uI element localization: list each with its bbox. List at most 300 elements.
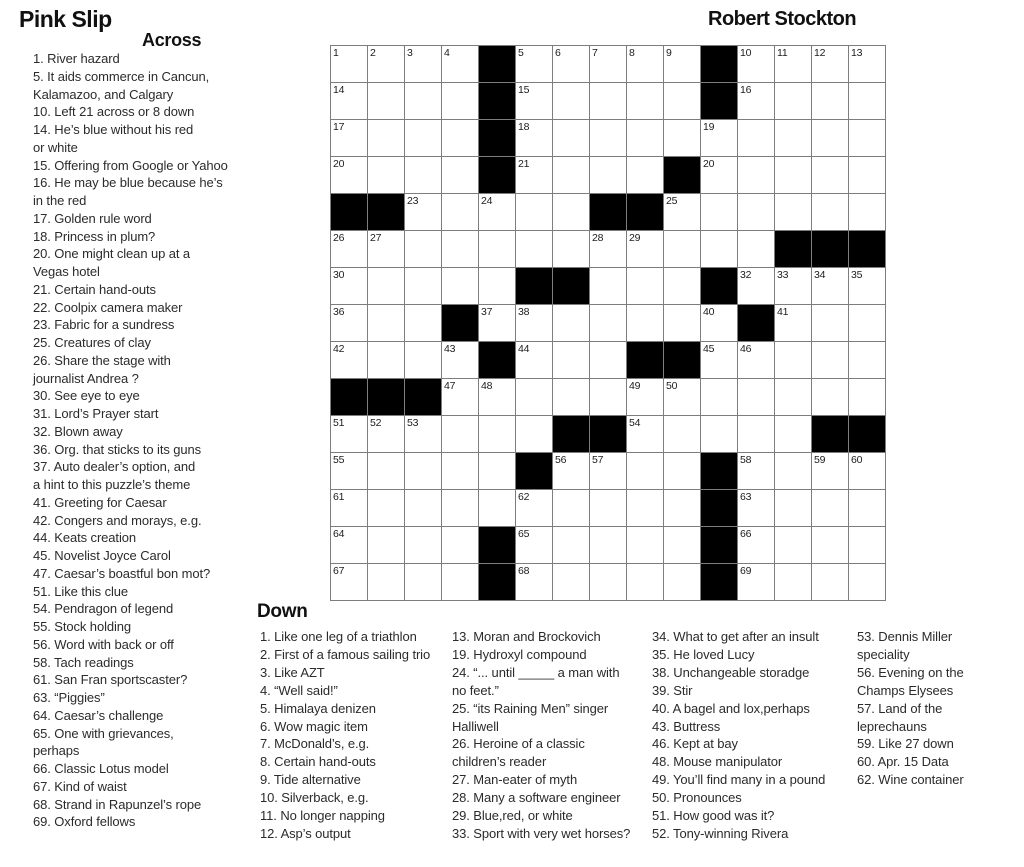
- grid-cell[interactable]: [775, 83, 812, 120]
- grid-cell[interactable]: [664, 46, 701, 83]
- grid-cell[interactable]: [405, 564, 442, 601]
- grid-cell[interactable]: [701, 379, 738, 416]
- grid-cell[interactable]: [664, 416, 701, 453]
- clue-line: in the red: [33, 193, 87, 208]
- grid-cell[interactable]: [738, 416, 775, 453]
- grid-cell[interactable]: [738, 490, 775, 527]
- grid-cell[interactable]: [849, 379, 886, 416]
- grid-cell[interactable]: [368, 268, 405, 305]
- grid-cell[interactable]: [516, 46, 553, 83]
- grid-black-cell: [553, 416, 590, 453]
- grid-cell[interactable]: [331, 83, 368, 120]
- clue-line: 62. Wine container: [857, 772, 964, 788]
- grid-cell[interactable]: [516, 490, 553, 527]
- grid-cell[interactable]: [405, 453, 442, 490]
- grid-cell[interactable]: [775, 268, 812, 305]
- grid-black-cell: [701, 83, 738, 120]
- grid-cell[interactable]: [738, 83, 775, 120]
- grid-cell[interactable]: [738, 527, 775, 564]
- cell-number: 40: [703, 306, 715, 318]
- clue-line: 28. Many a software engineer: [452, 790, 621, 806]
- clue-line: 59. Like 27 down: [857, 736, 954, 752]
- grid-cell[interactable]: [368, 83, 405, 120]
- grid-cell[interactable]: [331, 268, 368, 305]
- grid-cell[interactable]: [368, 564, 405, 601]
- grid-cell[interactable]: [516, 231, 553, 268]
- clue-line: 10. Silverback, e.g.: [260, 790, 369, 806]
- cell-number: 32: [740, 269, 752, 281]
- cell-number: 8: [629, 47, 635, 59]
- grid-cell[interactable]: [442, 120, 479, 157]
- grid-cell[interactable]: [701, 305, 738, 342]
- grid-cell[interactable]: [590, 564, 627, 601]
- grid-cell[interactable]: [331, 46, 368, 83]
- grid-cell[interactable]: [442, 453, 479, 490]
- grid-cell[interactable]: [664, 231, 701, 268]
- grid-cell[interactable]: [368, 305, 405, 342]
- grid-cell[interactable]: [849, 46, 886, 83]
- grid-cell[interactable]: [516, 527, 553, 564]
- grid-cell[interactable]: [812, 157, 849, 194]
- grid-cell[interactable]: [849, 527, 886, 564]
- grid-cell[interactable]: [442, 46, 479, 83]
- clue-line: 29. Blue,red, or white: [452, 808, 573, 824]
- grid-cell[interactable]: [775, 527, 812, 564]
- cell-number: 7: [592, 47, 598, 59]
- grid-cell[interactable]: [368, 46, 405, 83]
- grid-cell[interactable]: [442, 157, 479, 194]
- grid-cell[interactable]: [701, 157, 738, 194]
- grid-cell[interactable]: [775, 342, 812, 379]
- grid-cell[interactable]: [664, 120, 701, 157]
- cell-number: 28: [592, 232, 604, 244]
- grid-cell[interactable]: [553, 379, 590, 416]
- clue-line: perhaps: [33, 743, 80, 759]
- grid-cell[interactable]: [738, 342, 775, 379]
- grid-cell[interactable]: [664, 305, 701, 342]
- grid-black-cell: [701, 490, 738, 527]
- grid-cell[interactable]: [664, 453, 701, 490]
- grid-black-cell: [368, 194, 405, 231]
- grid-cell[interactable]: [405, 268, 442, 305]
- grid-cell[interactable]: [664, 268, 701, 305]
- grid-cell[interactable]: [368, 231, 405, 268]
- cell-number: 4: [444, 47, 450, 59]
- grid-black-cell: [442, 305, 479, 342]
- grid-cell[interactable]: [516, 120, 553, 157]
- cell-number: 15: [518, 84, 530, 96]
- grid-cell[interactable]: [590, 305, 627, 342]
- clue-line: 55. Stock holding: [33, 619, 132, 634]
- grid-black-cell: [479, 46, 516, 83]
- grid-cell[interactable]: [479, 305, 516, 342]
- cell-number: 38: [518, 306, 530, 318]
- grid-cell[interactable]: [553, 46, 590, 83]
- clue-line: 25. Creatures of clay: [33, 335, 151, 350]
- grid-cell[interactable]: [553, 231, 590, 268]
- cell-number: 3: [407, 47, 413, 59]
- grid-cell[interactable]: [849, 157, 886, 194]
- cell-number: 51: [333, 417, 345, 429]
- grid-cell[interactable]: [553, 120, 590, 157]
- cell-number: 53: [407, 417, 419, 429]
- clue-line: 40. A bagel and lox,perhaps: [652, 700, 810, 716]
- clue-line: 68. Strand in Rapunzel’s rope: [33, 796, 202, 812]
- clue-line: 49. You’ll find many in a pound: [652, 772, 826, 788]
- grid-cell[interactable]: [812, 305, 849, 342]
- grid-black-cell: [812, 231, 849, 268]
- cell-number: 35: [851, 269, 863, 281]
- grid-black-cell: [590, 416, 627, 453]
- clue-line: Champs Elysees: [857, 682, 954, 698]
- grid-black-cell: [701, 268, 738, 305]
- clue-line: 10. Left 21 across or 8 down: [33, 104, 195, 120]
- cell-number: 34: [814, 269, 826, 281]
- grid-cell[interactable]: [738, 268, 775, 305]
- clue-line: 5. It aids commerce in Cancun,: [33, 68, 210, 84]
- clue-line: speciality: [857, 646, 910, 662]
- cell-number: 13: [851, 47, 863, 59]
- clue-line: 2. First of a famous sailing trio: [260, 646, 431, 662]
- grid-cell[interactable]: [442, 83, 479, 120]
- grid-cell[interactable]: [775, 490, 812, 527]
- grid-cell[interactable]: [812, 342, 849, 379]
- clue-line: children’s reader: [452, 754, 547, 770]
- clue-line: 56. Word with back or off: [33, 636, 174, 652]
- grid-cell[interactable]: [627, 120, 664, 157]
- grid-cell[interactable]: [442, 342, 479, 379]
- cell-number: 20: [703, 158, 715, 170]
- grid-cell[interactable]: [405, 305, 442, 342]
- cell-number: 11: [777, 47, 788, 59]
- clue-line: 12. Asp’s output: [260, 825, 351, 841]
- grid-cell[interactable]: [405, 157, 442, 194]
- grid-cell[interactable]: [812, 490, 849, 527]
- cell-number: 54: [629, 417, 641, 429]
- clue-line: journalist Andrea ?: [33, 370, 139, 386]
- grid-cell[interactable]: [479, 490, 516, 527]
- grid-cell[interactable]: [479, 416, 516, 453]
- grid-cell[interactable]: [775, 46, 812, 83]
- clue-line: 13. Moran and Brockovich: [452, 629, 601, 644]
- grid-cell[interactable]: [627, 305, 664, 342]
- grid-cell[interactable]: [331, 416, 368, 453]
- cell-number: 18: [518, 121, 530, 133]
- grid-cell[interactable]: [368, 527, 405, 564]
- grid-cell[interactable]: [405, 83, 442, 120]
- cell-number: 14: [333, 84, 345, 96]
- grid-cell[interactable]: [775, 453, 812, 490]
- grid-cell[interactable]: [331, 305, 368, 342]
- grid-cell[interactable]: [368, 490, 405, 527]
- grid-cell[interactable]: [479, 194, 516, 231]
- grid-cell[interactable]: [442, 564, 479, 601]
- cell-number: 24: [481, 195, 493, 207]
- grid-cell[interactable]: [405, 231, 442, 268]
- grid-cell[interactable]: [516, 564, 553, 601]
- grid-cell[interactable]: [812, 83, 849, 120]
- grid-cell[interactable]: [738, 194, 775, 231]
- grid-cell[interactable]: [627, 46, 664, 83]
- grid-cell[interactable]: [775, 416, 812, 453]
- grid-cell[interactable]: [627, 527, 664, 564]
- grid-cell[interactable]: [664, 379, 701, 416]
- grid-cell[interactable]: [812, 527, 849, 564]
- grid-cell[interactable]: [331, 564, 368, 601]
- grid-cell[interactable]: [553, 305, 590, 342]
- grid-cell[interactable]: [553, 453, 590, 490]
- grid-cell[interactable]: [331, 342, 368, 379]
- across-clue-list: [33, 50, 228, 831]
- clue-line: 66. Classic Lotus model: [33, 761, 169, 776]
- clue-line: a hint to this puzzle’s theme: [33, 477, 191, 492]
- grid-cell[interactable]: [849, 120, 886, 157]
- grid-cell[interactable]: [775, 305, 812, 342]
- grid-cell[interactable]: [664, 194, 701, 231]
- grid-cell[interactable]: [553, 342, 590, 379]
- clue-line: 41. Greeting for Caesar: [33, 494, 167, 510]
- grid-cell[interactable]: [701, 416, 738, 453]
- grid-cell[interactable]: [479, 453, 516, 490]
- grid-cell[interactable]: [405, 342, 442, 379]
- grid-cell[interactable]: [479, 379, 516, 416]
- clue-line: Kalamazoo, and Calgary: [33, 86, 174, 102]
- grid-cell[interactable]: [331, 453, 368, 490]
- grid-black-cell: [664, 157, 701, 194]
- grid-cell[interactable]: [849, 453, 886, 490]
- clue-line: 19. Hydroxyl compound: [452, 646, 587, 662]
- grid-black-cell: [479, 157, 516, 194]
- clue-line: 22. Coolpix camera maker: [33, 299, 183, 315]
- grid-cell[interactable]: [405, 194, 442, 231]
- clue-line: 51. Like this clue: [33, 583, 129, 599]
- grid-black-cell: [479, 527, 516, 564]
- clue-line: 43. Buttress: [652, 718, 721, 734]
- grid-cell[interactable]: [590, 120, 627, 157]
- grid-cell[interactable]: [627, 157, 664, 194]
- clue-line: 26. Heroine of a classic: [452, 736, 585, 752]
- grid-cell[interactable]: [738, 157, 775, 194]
- grid-cell[interactable]: [590, 379, 627, 416]
- grid-black-cell: [701, 564, 738, 601]
- grid-cell[interactable]: [738, 231, 775, 268]
- grid-black-cell: [590, 194, 627, 231]
- grid-cell[interactable]: [405, 416, 442, 453]
- grid-cell[interactable]: [775, 120, 812, 157]
- grid-cell[interactable]: [738, 120, 775, 157]
- grid-cell[interactable]: [442, 194, 479, 231]
- clue-line: 47. Caesar’s boastful bon mot?: [33, 565, 211, 581]
- grid-black-cell: [775, 231, 812, 268]
- grid-cell[interactable]: [664, 490, 701, 527]
- grid-cell[interactable]: [627, 453, 664, 490]
- grid-cell[interactable]: [516, 157, 553, 194]
- grid-cell[interactable]: [627, 490, 664, 527]
- cell-number: 41: [777, 306, 789, 318]
- grid-cell[interactable]: [479, 268, 516, 305]
- grid-cell[interactable]: [738, 46, 775, 83]
- grid-cell[interactable]: [553, 194, 590, 231]
- cell-number: 26: [333, 232, 345, 244]
- cell-number: 17: [333, 121, 345, 133]
- grid-cell[interactable]: [368, 453, 405, 490]
- grid-cell[interactable]: [664, 83, 701, 120]
- grid-cell[interactable]: [849, 268, 886, 305]
- clue-line: 26. Share the stage with: [33, 352, 171, 368]
- grid-cell[interactable]: [405, 527, 442, 564]
- grid-black-cell: [701, 46, 738, 83]
- grid-black-cell: [516, 453, 553, 490]
- grid-cell[interactable]: [590, 231, 627, 268]
- clue-line: 33. Sport with very wet horses?: [452, 825, 631, 841]
- grid-cell[interactable]: [738, 453, 775, 490]
- grid-cell[interactable]: [590, 490, 627, 527]
- clue-line: 35. He loved Lucy: [652, 646, 755, 662]
- grid-cell[interactable]: [516, 416, 553, 453]
- grid-cell[interactable]: [590, 453, 627, 490]
- grid-cell[interactable]: [627, 268, 664, 305]
- puzzle-title: Pink Slip: [19, 6, 112, 32]
- grid-cell[interactable]: [368, 342, 405, 379]
- cell-number: 23: [407, 195, 419, 207]
- cell-number: 66: [740, 528, 752, 540]
- grid-cell[interactable]: [516, 83, 553, 120]
- grid-cell[interactable]: [553, 564, 590, 601]
- grid-cell[interactable]: [331, 231, 368, 268]
- grid-cell[interactable]: [627, 379, 664, 416]
- cell-number: 37: [481, 306, 493, 318]
- grid-cell[interactable]: [849, 490, 886, 527]
- grid-cell[interactable]: [516, 379, 553, 416]
- grid-cell[interactable]: [701, 342, 738, 379]
- cell-number: 68: [518, 565, 530, 577]
- grid-cell[interactable]: [442, 231, 479, 268]
- grid-cell[interactable]: [664, 527, 701, 564]
- cell-number: 58: [740, 454, 752, 466]
- grid-cell[interactable]: [849, 194, 886, 231]
- grid-cell[interactable]: [442, 268, 479, 305]
- clue-line: Halliwell: [452, 718, 499, 734]
- grid-cell[interactable]: [590, 342, 627, 379]
- grid-black-cell: [479, 564, 516, 601]
- grid-cell[interactable]: [553, 527, 590, 564]
- grid-cell[interactable]: [331, 157, 368, 194]
- grid-cell[interactable]: [775, 194, 812, 231]
- grid-cell[interactable]: [775, 157, 812, 194]
- cell-number: 69: [740, 565, 752, 577]
- grid-cell[interactable]: [516, 305, 553, 342]
- grid-cell[interactable]: [812, 46, 849, 83]
- grid-cell[interactable]: [627, 83, 664, 120]
- grid-cell[interactable]: [627, 416, 664, 453]
- clue-line: 48. Mouse manipulator: [652, 754, 783, 770]
- grid-cell[interactable]: [701, 120, 738, 157]
- cell-number: 61: [333, 491, 345, 503]
- clue-line: 6. Wow magic item: [260, 718, 368, 734]
- grid-cell[interactable]: [368, 120, 405, 157]
- grid-cell[interactable]: [590, 157, 627, 194]
- grid-black-cell: [479, 83, 516, 120]
- clue-line: 64. Caesar’s challenge: [33, 707, 164, 723]
- grid-cell[interactable]: [812, 268, 849, 305]
- grid-cell[interactable]: [812, 453, 849, 490]
- grid-cell[interactable]: [479, 231, 516, 268]
- grid-cell[interactable]: [812, 194, 849, 231]
- cell-number: 12: [814, 47, 826, 59]
- cell-number: 19: [703, 121, 715, 133]
- grid-cell[interactable]: [405, 490, 442, 527]
- clue-line: 20. One might clean up at a: [33, 246, 191, 262]
- grid-cell[interactable]: [812, 564, 849, 601]
- grid-cell[interactable]: [516, 194, 553, 231]
- grid-cell[interactable]: [442, 527, 479, 564]
- grid-black-cell: [849, 416, 886, 453]
- clue-line: 25. “its Raining Men” singer: [452, 700, 609, 716]
- grid-cell[interactable]: [590, 268, 627, 305]
- grid-cell[interactable]: [442, 416, 479, 453]
- grid-cell[interactable]: [590, 83, 627, 120]
- grid-cell[interactable]: [516, 342, 553, 379]
- grid-cell[interactable]: [553, 83, 590, 120]
- grid-cell[interactable]: [849, 305, 886, 342]
- grid-cell[interactable]: [331, 490, 368, 527]
- grid-cell[interactable]: [627, 564, 664, 601]
- grid-cell[interactable]: [405, 120, 442, 157]
- grid-black-cell: [701, 453, 738, 490]
- grid-cell[interactable]: [738, 379, 775, 416]
- grid-cell[interactable]: [812, 120, 849, 157]
- clue-line: 42. Congers and morays, e.g.: [33, 512, 202, 528]
- grid-cell[interactable]: [701, 194, 738, 231]
- grid-cell[interactable]: [701, 231, 738, 268]
- grid-cell[interactable]: [405, 46, 442, 83]
- clue-line: 5. Himalaya denizen: [260, 700, 376, 716]
- clue-line: 1. Like one leg of a triathlon: [260, 629, 417, 644]
- grid-cell[interactable]: [775, 564, 812, 601]
- grid-cell[interactable]: [849, 83, 886, 120]
- cell-number: 30: [333, 269, 345, 281]
- grid-cell[interactable]: [331, 527, 368, 564]
- grid-cell[interactable]: [738, 564, 775, 601]
- grid-cell[interactable]: [442, 490, 479, 527]
- grid-cell[interactable]: [553, 157, 590, 194]
- grid-black-cell: [701, 527, 738, 564]
- cell-number: 48: [481, 380, 493, 392]
- cell-number: 50: [666, 380, 678, 392]
- grid-cell[interactable]: [368, 416, 405, 453]
- cell-number: 64: [333, 528, 345, 540]
- grid-cell[interactable]: [368, 157, 405, 194]
- grid-cell[interactable]: [442, 379, 479, 416]
- cell-number: 49: [629, 380, 641, 392]
- grid-cell[interactable]: [775, 379, 812, 416]
- cell-number: 43: [444, 343, 456, 355]
- grid-cell[interactable]: [590, 527, 627, 564]
- grid-cell[interactable]: [849, 564, 886, 601]
- grid-cell[interactable]: [331, 120, 368, 157]
- clue-line: 3. Like AZT: [260, 664, 325, 680]
- clue-line: 27. Man-eater of myth: [452, 772, 578, 788]
- grid-cell[interactable]: [664, 564, 701, 601]
- grid-cell[interactable]: [812, 379, 849, 416]
- grid-cell[interactable]: [627, 231, 664, 268]
- clue-line: 18. Princess in plum?: [33, 228, 156, 244]
- grid-cell[interactable]: [553, 490, 590, 527]
- cell-number: 36: [333, 306, 345, 318]
- grid-cell[interactable]: [590, 46, 627, 83]
- cell-number: 5: [518, 47, 524, 59]
- grid-cell[interactable]: [849, 342, 886, 379]
